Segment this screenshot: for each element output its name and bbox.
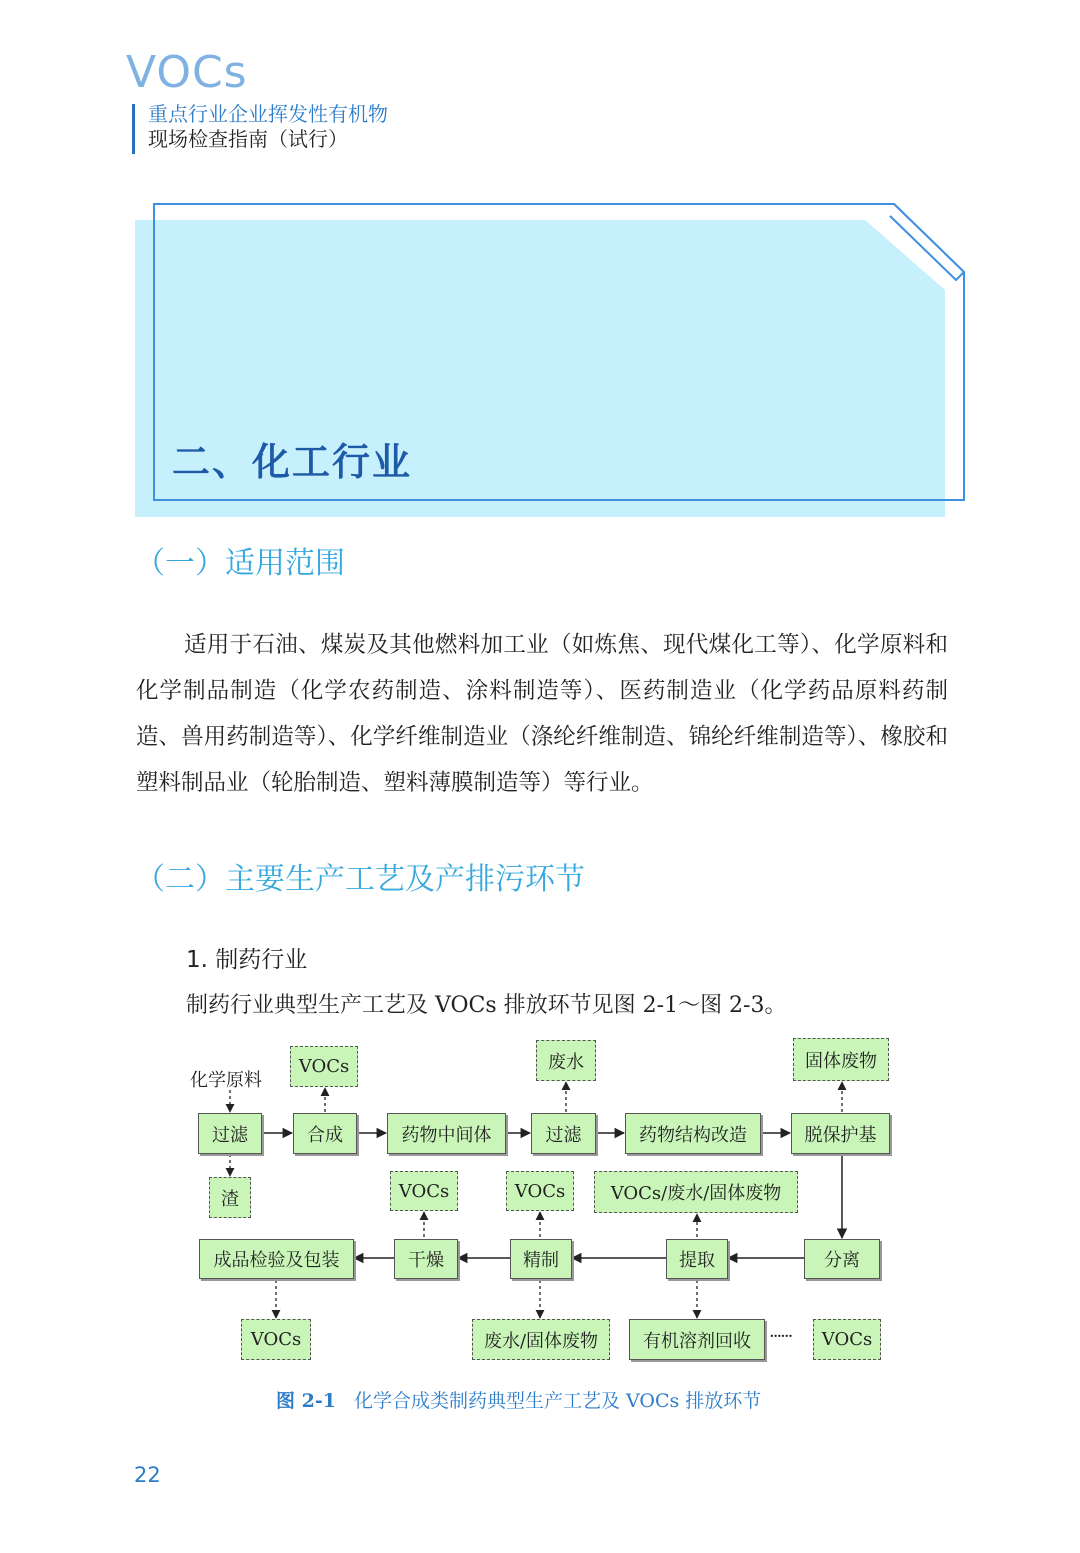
page-number: 22	[134, 1463, 161, 1487]
emission-residue: 渣	[209, 1177, 251, 1218]
node-separation: 分离	[804, 1239, 880, 1279]
node-synthesis: 合成	[293, 1113, 357, 1154]
node-inspection-packaging: 成品检验及包装	[199, 1239, 354, 1279]
node-filter-2: 过滤	[531, 1113, 596, 1154]
figure-number: 图 2-1	[276, 1390, 336, 1412]
emission-refining-vocs: VOCs	[506, 1171, 574, 1211]
emission-wastewater: 废水	[536, 1040, 596, 1081]
input-label-chemicals: 化学原料	[190, 1070, 262, 1091]
node-extraction: 提取	[666, 1239, 728, 1279]
node-deprotection: 脱保护基	[791, 1113, 890, 1154]
header-subtitle: 重点行业企业挥发性有机物	[148, 102, 388, 126]
header-guide-title: 现场检查指南（试行）	[148, 127, 348, 151]
chapter-title: 二、化工行业	[172, 439, 413, 484]
node-filter-1: 过滤	[198, 1113, 262, 1154]
subsection-heading-pharma: 1. 制药行业	[186, 947, 308, 973]
dotted-connector: ······	[769, 1326, 792, 1347]
node-refining: 精制	[510, 1239, 572, 1279]
emission-refining-waste: 废水/固体废物	[472, 1319, 610, 1360]
emission-drying-vocs: VOCs	[390, 1171, 458, 1211]
header-accent-bar	[132, 104, 135, 154]
section-heading-scope: （一）适用范围	[135, 546, 345, 581]
node-solvent-recovery: 有机溶剂回收	[629, 1319, 765, 1360]
node-structure-modification: 药物结构改造	[625, 1113, 761, 1154]
emission-packaging-vocs: VOCs	[241, 1319, 311, 1360]
intro-text: 制药行业典型生产工艺及 VOCs 排放环节见图 2-1～图 2-3。	[186, 993, 787, 1018]
emission-extraction-mixed: VOCs/废水/固体废物	[594, 1171, 798, 1213]
scope-paragraph: 适用于石油、煤炭及其他燃料加工业（如炼焦、现代煤化工等）、化学原料和化学制品制造（化学农药制造、涂料制造等）、医药制造业（化学药品原料药制造、兽用药制造等）、化学纤维制造业（涤纶纤维制造、锦纶纤维制造等）、橡胶和塑料制品业（轮胎制造、塑料薄膜制造等）等行业。	[136, 632, 948, 796]
figure-caption-text: 化学合成类制药典型生产工艺及 VOCs 排放环节	[353, 1390, 762, 1412]
emission-solid-waste: 固体废物	[793, 1038, 889, 1081]
header-logo: VOCs	[126, 47, 248, 98]
section-heading-process: （二）主要生产工艺及产排污环节	[135, 862, 585, 897]
emission-synthesis-vocs: VOCs	[290, 1046, 358, 1087]
node-drying: 干燥	[394, 1239, 458, 1279]
figure-caption	[276, 1386, 761, 1416]
emission-recovery-vocs: VOCs	[813, 1319, 881, 1360]
node-intermediate: 药物中间体	[387, 1113, 506, 1154]
